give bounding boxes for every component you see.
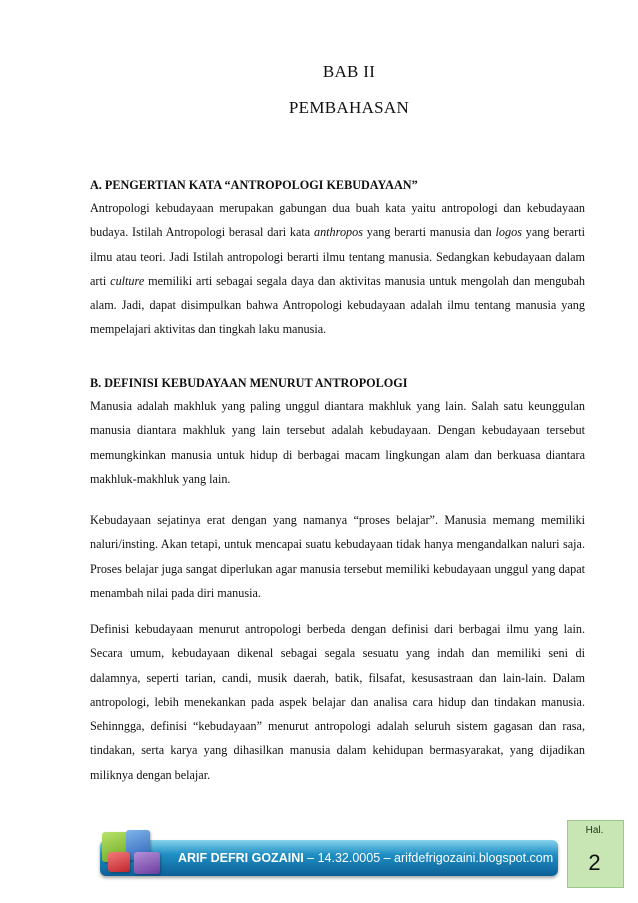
- para-text: yang berarti ilmu atau teori. Jadi Istilah antropologi berarti ilmu tentang manusia. Sedangkan kebudayaan dalam arti: [90, 225, 585, 288]
- footer-id-blog: – 14.32.0005 – arifdefrigozaini.blogspot.com: [303, 851, 554, 865]
- para-text: yang berarti manusia dan: [362, 225, 496, 240]
- italic-term: anthropos: [313, 225, 363, 240]
- footer-author: ARIF DEFRI GOZAINI: [178, 851, 304, 865]
- section-b-paragraph-2-block: [90, 508, 585, 605]
- italic-term: logos: [495, 225, 522, 240]
- section-a: [90, 176, 585, 342]
- section-b-paragraph-3-block: [90, 617, 585, 787]
- chapter-number: BAB II: [322, 62, 376, 81]
- section-a-heading: A. PENGERTIAN KATA “ANTROPOLOGI KEBUDAYAAN”: [90, 178, 418, 192]
- logo-cube-purple: [134, 852, 160, 874]
- footer-text: [178, 848, 558, 868]
- section-b: [90, 374, 585, 491]
- para-text: Antropologi kebudayaan merupakan gabungan dua buah kata yaitu antropologi dan kebudayaan budaya. Istilah Antropologi berasal dari kata: [90, 201, 585, 240]
- section-a-paragraph: [90, 196, 585, 342]
- para-text: memiliki arti sebagai segala daya dan aktivitas manusia untuk mengolah dan mengubah alam. Jadi, dapat disimpulkan bahwa Antropologi kebudayaan adalah ilmu tentang manusia yang mempelajari aktivitas dan tingkah laku manusia.: [90, 273, 585, 337]
- logo-cube-red: [108, 852, 130, 872]
- italic-term: culture: [110, 273, 145, 288]
- section-b-paragraph-1: Manusia adalah makhluk yang paling unggul diantara makhluk yang lain. Salah satu keunggulan manusia diantara makhluk yang lain tersebut adalah kebudayaan. Dengan kebudayaan tersebut memungkinkan manusia untuk hidup di berbagai macam lingkungan alam dan berkuasa diantara makhluk-makhluk yang lain.: [90, 399, 585, 486]
- chapter-title: PEMBAHASAN: [288, 98, 410, 117]
- section-b-paragraph-3: Definisi kebudayaan menurut antropologi berbeda dengan definisi dari berbagai ilmu yang lain. Secara umum, kebudayaan dikenal sebagai segala sesuatu yang indah dan memiliki seni di dalamnya, seperti tarian, candi, musik daerah, batik, filsafat, kesusastraan dan lain-lain. Dalam antropologi, lebih menekankan pada aspek belajar dan analisa cara hidup dan tindakan manusia. Sehinngga, definisi “kebudayaan” menurut antropologi adalah seluruh sistem gagasan dan rasa, tindakan, serta karya yang dihasilkan manusia dalam kehidupan bermasyarakat, yang dijadikan miliknya dengan belajar.: [90, 622, 585, 782]
- section-b-heading: B. DEFINISI KEBUDAYAAN MENURUT ANTROPOLOGI: [90, 376, 408, 390]
- page-label: Hal.: [585, 825, 604, 836]
- section-b-paragraph-2: Kebudayaan sejatinya erat dengan yang namanya “proses belajar”. Manusia memang memiliki naluri/insting. Akan tetapi, untuk mencapai suatu kebudayaan tidak hanya mengandalkan naluri saja. Proses belajar juga sangat diperlukan agar manusia tersebut memiliki kebudayaan unggul yang dapat menambah nilai pada diri manusia.: [90, 513, 585, 600]
- page-number: 2: [588, 850, 601, 875]
